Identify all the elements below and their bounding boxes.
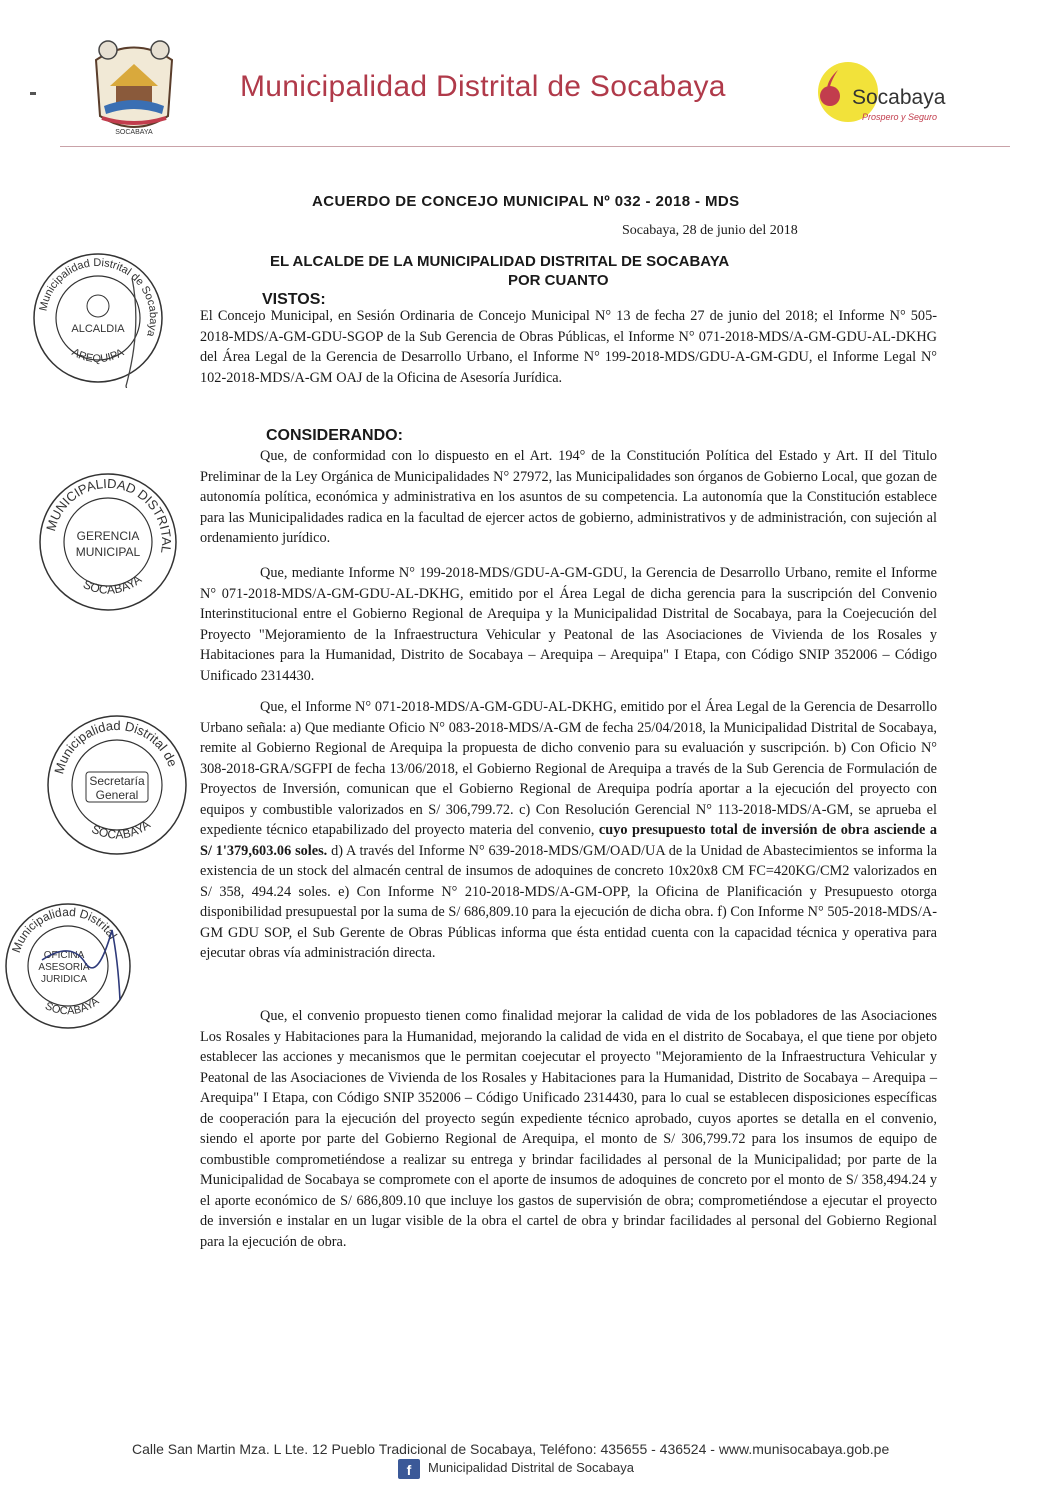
asesoria-stamp-ring-text: Municipalidad Distrital bbox=[8, 904, 120, 955]
secretaria-stamp-ring-text: Municipalidad Distrital de bbox=[51, 717, 181, 776]
secretaria-stamp-center-1: Secretaría bbox=[89, 774, 145, 788]
facebook-icon[interactable] bbox=[398, 1459, 420, 1479]
considerando-paragraph-4: Que, el convenio propuesto tienen como finalidad mejorar la calidad de vida de los pobladores de las Asociaciones Los Rosales y Habitaciones para la Humanidad, mejorando la calidad de vida en el distrito de Socabaya, el que tiene por objeto establecer las acciones y mecanismos que le permitan coejecutar el proyecto "Mejoramiento de la Infraestructura Vehicular y Peatonal de las Asociaciones de Vivienda de los Rosales y Habitaciones para la Humanidad, Distrito de Socabaya – Arequipa – Arequipa" I Etapa, con Código SNIP 352006 – Código Unificado 2314430, para lo cual se establecen disposiciones específicas de cooperación para la ejecución del proyecto según expediente técnico aprobado, cuyos aportes se detalla en el convenio, siendo el aporte por parte del Gobierno Regional de Arequipa, el monto de S/ 306,799.72 para los insumos de equipo de combustible comprometiéndose a realizar su entrega y brindar facilidades al personal de la Municipalidad; por parte de la Municipalidad de Socabaya se compromete con el aporte de insumos de adoquines de concreto por el monto de S/ 358,494.24 y el aporte económico de S/ 686,809.10 que incluye los gastos de supervisión de obra; comprometiéndose a ejecutar el proyecto de inversión e instalar en un lugar visible de la obra el cartel de obra y brindar facilidades al personal del Gobierno Regional para la ejecución de obra. bbox=[200, 1008, 937, 1250]
footer-facebook-label[interactable]: Municipalidad Distrital de Socabaya bbox=[428, 1460, 634, 1475]
secretaria-stamp-center-2: General bbox=[95, 788, 139, 802]
gerencia-stamp-center-2: MUNICIPAL bbox=[75, 545, 141, 559]
secretaria-general-stamp bbox=[44, 712, 190, 858]
document-title: ACUERDO DE CONCEJO MUNICIPAL Nº 032 - 2018 - MDS bbox=[312, 193, 740, 210]
alcaldia-stamp-ring-text: Municipalidad Distrital de Socabaya bbox=[37, 256, 160, 339]
gerencia-stamp-ring-text: MUNICIPALIDAD DISTRITAL bbox=[43, 475, 175, 555]
svg-text:f: f bbox=[406, 1462, 412, 1478]
considerando-heading: CONSIDERANDO: bbox=[266, 427, 403, 444]
secretaria-stamp-bottom: SOCABAYA bbox=[89, 817, 153, 842]
svg-text:SOCABAYA bbox=[89, 817, 152, 841]
svg-text:SOCABAYA bbox=[81, 572, 144, 597]
considerando-3-part-a: Que, el Informe N° 071-2018-MDS/A-GM-GDU-AL-DKHG, emitido por el Área Legal de la Gerencia de Desarrollo Urbano señala: a) Que mediante Oficio N° 083-2018-MDS/A-GM de fecha 25/04/2018, la Municipalidad Distrital de Socabaya, remite al Gobierno Regional de Arequipa la propuesta de dicho convenio para su evaluación y suscripción. b) Con Oficio N° 308-2018-GRA/SGFPI de fecha 13/06/2018, el Gobierno Regional de Arequipa a través de la Sub Gerencia de Formulación de Proyectos de Inversión, comunican que el Gobierno Regional de Arequipa podría aportar a la ejecución del proyecto con equipos y combustible valorizados en S/ 306,799.72. c) Con Resolución Gerencial N° 113-2018-MDS/A-GM, se aprueba el expediente técnico etapabilizado del proyecto materia del convenio, bbox=[200, 699, 937, 838]
gerencia-stamp-center-1: GERENCIA bbox=[76, 529, 140, 543]
svg-text:AREQUIPA bbox=[70, 346, 127, 365]
gerencia-municipal-stamp bbox=[36, 470, 180, 614]
considerando-3-part-c: d) A través del Informe N° 639-2018-MDS/GM/OAD/UA de la Unidad de Abastecimientos se informa la existencia de un stock del almacén central de insumos de adoquines de concreto 10x20x8 CM FC=420KG/CM2 valorizados en S/ 358, 494.24 soles. e) Con Informe N° 210-2018-MDS/A-GM-OPP, la Oficina de Planificación y Presupuesto otorga disponibilidad presupuestal por la suma de S/ 686,809.10 para la ejecución de dicha obra. f) Con Informe N° 505-2018-MDS/A-GM GDU SOP, el Sub Gerente de Obras Públicas informa que ésta entidad cuenta con la capacidad técnica y operativa para ejecutar obras vía administración directa. bbox=[200, 842, 937, 961]
header-divider bbox=[60, 146, 1010, 147]
municipal-crest-logo bbox=[88, 30, 180, 138]
alcaldia-stamp bbox=[28, 248, 168, 388]
asesoria-juridica-stamp bbox=[2, 900, 134, 1032]
alcaldia-stamp-center: ALCALDIA bbox=[71, 323, 125, 335]
alcaldia-stamp-bottom: AREQUIPA bbox=[69, 346, 126, 366]
considerando-paragraph-2: Que, mediante Informe N° 199-2018-MDS/GDU-A-GM-GDU, la Gerencia de Desarrollo Urbano, remite el Informe N° 071-2018-MDS/A-GM-GDU-AL-DKHG, emitido por el Área Legal de dicha gerencia para la suscripción del Convenio Interinstitucional entre el Gobierno Regional de Arequipa y la Municipalidad Distrital de Socabaya, para la Coejecución del Proyecto "Mejoramiento de la Infraestructura Vehicular y Peatonal de las Asociaciones de Vivienda de los Rosales y Habitaciones para la Humanidad, Distrito de Socabaya – Arequipa – Arequipa" I Etapa, con Código SNIP 352006 – Código Unificado 2314430. bbox=[200, 565, 937, 684]
svg-text:SOCABAYA bbox=[43, 995, 102, 1017]
vistos-heading: VISTOS: bbox=[262, 291, 326, 308]
asesoria-stamp-bottom: SOCABAYA bbox=[43, 995, 102, 1018]
crest-caption: SOCABAYA bbox=[115, 129, 153, 136]
asesoria-stamp-center-2: ASESORIA bbox=[38, 962, 90, 973]
gerencia-stamp-bottom: SOCABAYA bbox=[80, 572, 145, 597]
brand-logo-tagline: Prospero y Seguro bbox=[862, 112, 938, 122]
scan-artifact bbox=[30, 92, 36, 95]
por-cuanto-heading: POR CUANTO bbox=[508, 272, 609, 289]
document-date: Socabaya, 28 de junio del 2018 bbox=[622, 223, 798, 238]
considerando-paragraph-3 bbox=[200, 697, 937, 964]
vistos-paragraph: El Concejo Municipal, en Sesión Ordinaria de Concejo Municipal N° 13 de fecha 27 de junio del 2018; el Informe N° 505-2018-MDS/A-GM-GDU-SGOP de la Sub Gerencia de Obras Públicas, el Informe N° 071-2018-MDS/A-GM-GDU-AL-DKHG del Área Legal de la Gerencia de Desarrollo Urbano, el Informe N° 199-2018-MDS/GDU-A-GM-GDU, el Informe Legal N° 102-2018-MDS/A-GM OAJ de la Oficina de Asesoría Jurídica. bbox=[200, 308, 937, 386]
svg-text:Municipalidad Distrital de bbox=[51, 718, 180, 776]
asesoria-stamp-center-3: JURIDICA bbox=[40, 974, 88, 985]
considerando-3-budget-highlight: cuyo presupuesto total de inversión de obra asciende a S/ 1'379,603.06 soles. bbox=[200, 822, 937, 859]
page-header-title: Municipalidad Distrital de Socabaya bbox=[240, 70, 726, 103]
asesoria-stamp-center-1: OFICINA bbox=[43, 950, 85, 961]
considerando-paragraph-1: Que, de conformidad con lo dispuesto en el Art. 194° de la Constitución Política del Estado y Art. II del Titulo Preliminar de la Ley Orgánica de Municipalidades N° 27972, las Municipalidades son órganos de Gobierno Local, que gozan de autonomía política, económica y administrativa en los asuntos de su competencia. La autonomía que la Constitución establece para las Municipalidades radica en la facultad de ejercer actos de gobierno, administrativos y de administración, con sujeción al ordenamiento jurídico. bbox=[200, 448, 937, 546]
mayor-heading: EL ALCALDE DE LA MUNICIPALIDAD DISTRITAL DE SOCABAYA bbox=[270, 253, 730, 270]
brand-logo-name: Socabaya bbox=[852, 86, 946, 109]
footer-address: Calle San Martin Mza. L Lte. 12 Pueblo Tradicional de Socabaya, Teléfono: 435655 - 436524 - www.munisocabaya.gob.pe bbox=[132, 1441, 890, 1457]
